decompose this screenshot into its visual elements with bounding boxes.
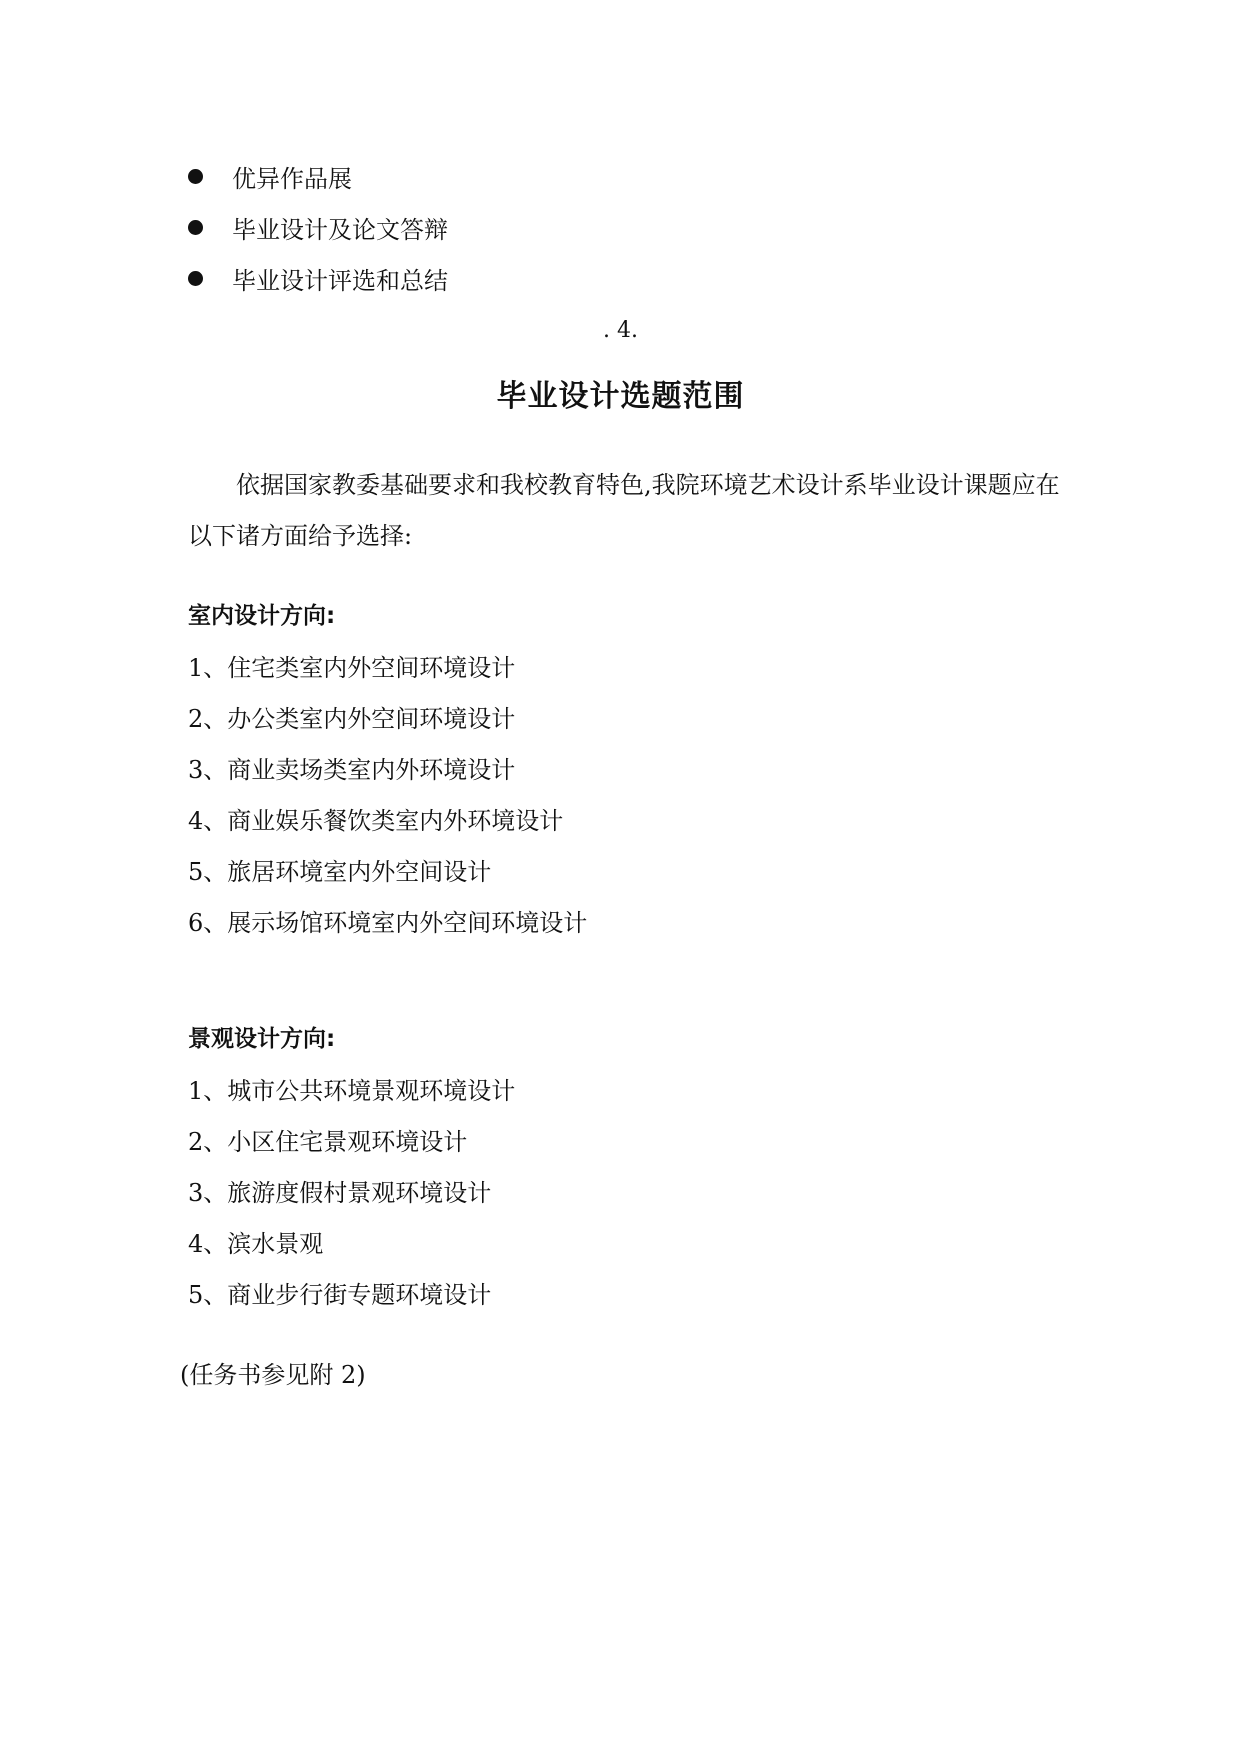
list-item: 2、办公类室内外空间环境设计	[188, 705, 516, 733]
list-item: 3、旅游度假村景观环境设计	[188, 1179, 492, 1207]
list-item: 3、商业卖场类室内外环境设计	[188, 756, 516, 784]
page-number: . 4.	[603, 318, 638, 343]
bullet-dot-icon	[188, 220, 203, 235]
list-item: 4、商业娱乐餐饮类室内外环境设计	[188, 807, 564, 835]
list-item: 4、滨水景观	[188, 1230, 324, 1258]
bullet-text: 优异作品展	[232, 164, 352, 193]
list-item: 5、旅居环境室内外空间设计	[188, 858, 492, 886]
list-item: 2、小区住宅景观环境设计	[188, 1128, 468, 1156]
bullet-dot-icon	[188, 169, 203, 184]
bullet-item	[188, 210, 448, 244]
list-item: 6、展示场馆环境室内外空间环境设计	[188, 909, 588, 937]
page-title: 毕业设计选题范围	[496, 379, 745, 414]
list-item: 5、商业步行街专题环境设计	[188, 1281, 492, 1309]
appendix-note: (任务书参见附 2)	[180, 1361, 366, 1389]
interior-section-heading: 室内设计方向:	[188, 603, 336, 629]
landscape-section-heading: 景观设计方向:	[188, 1026, 336, 1052]
list-item: 1、城市公共环境景观环境设计	[188, 1077, 516, 1105]
bullet-text: 毕业设计及论文答辩	[232, 215, 448, 244]
bullet-text: 毕业设计评选和总结	[232, 266, 448, 295]
bullet-item	[188, 261, 448, 295]
list-item: 1、住宅类室内外空间环境设计	[188, 654, 516, 682]
bullet-item	[188, 159, 352, 193]
bullet-dot-icon	[188, 271, 203, 286]
intro-paragraph: 依据国家教委基础要求和我校教育特色,我院环境艺术设计系毕业设计课题应在以下诸方面给予选择:	[188, 471, 1060, 550]
